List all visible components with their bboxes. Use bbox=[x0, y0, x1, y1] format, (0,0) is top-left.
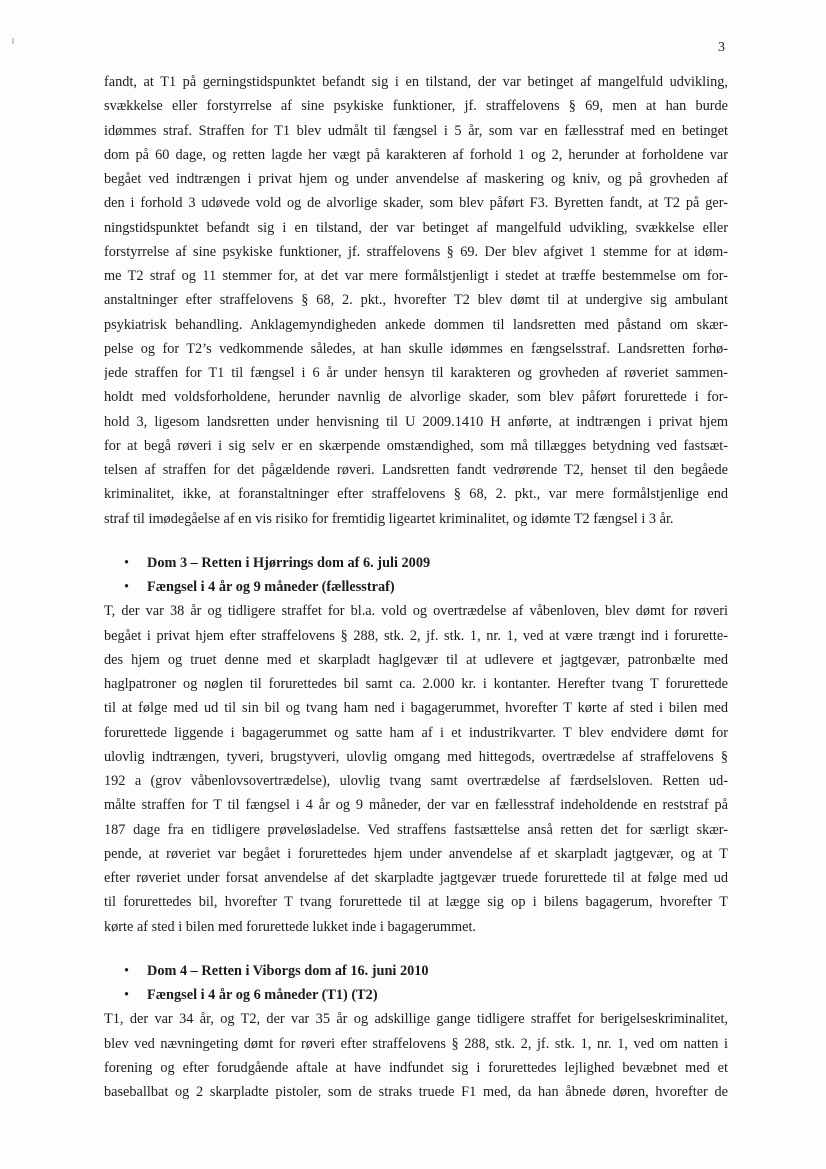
dom4-paragraph bbox=[104, 1007, 728, 1104]
dom4-penalty-bullet bbox=[104, 983, 728, 1007]
dom3-penalty-bullet bbox=[104, 575, 728, 599]
document-body bbox=[104, 70, 728, 1104]
text-line: forening og efter forudgående aftale at have indfundet sig i forurettedes lejlighed bevæbnet med et bbox=[104, 1059, 728, 1076]
text-line: baseballbat og 2 skarpladte pistoler, som de straks truede F1 med, da han åbnede døren, hvorefter de bbox=[104, 1084, 728, 1100]
text-line: ulovlig indtrængen, tyveri, brugstyveri, ulovlig omgang med hittegods, overtrædelse af straffelovens § bbox=[104, 748, 728, 765]
text-line: 187 dage fra en tidligere prøveløsladelse. Ved straffens fastsættelse anså retten det for særligt skær- bbox=[104, 821, 728, 838]
scan-artifact bbox=[12, 38, 14, 44]
text-line: den i forhold 3 udøvede vold og de alvorlige skader, som blev påført F3. Byretten fandt, at T2 på ger- bbox=[104, 195, 728, 212]
text-line: holdt med voldsforholdene, herunder navnlig de alvorlige skader, som blev påført forurettede i for- bbox=[104, 389, 728, 406]
text-line: anstaltninger efter straffelovens § 68, 2. pkt., hvorefter T2 blev dømt til at undergive sig ambulant bbox=[104, 292, 728, 309]
bullet-icon: • bbox=[124, 962, 130, 979]
paragraph-1 bbox=[104, 70, 728, 531]
dom3-paragraph bbox=[104, 599, 728, 939]
page-number: 3 bbox=[718, 40, 725, 55]
dom4-penalty: Fængsel i 4 år og 6 måneder (T1) (T2) bbox=[147, 987, 378, 1003]
dom4-heading-bullet bbox=[104, 959, 728, 983]
text-line: kørte af sted i bilen med forurettede lukket inde i bagagerummet. bbox=[104, 918, 476, 935]
text-line: forstyrrelse af sine psykiske funktioner, jf. straffelovens § 69. Der blev afgivet 1 stemme for at idøm- bbox=[104, 243, 728, 260]
text-line: straf til imødegåelse af en vis risiko for fremtidig ligeartet kriminalitet, og idømte T2 fængsel i 3 år. bbox=[104, 510, 674, 527]
text-line: T, der var 38 år og tidligere straffet for bl.a. vold og overtrædelse af våbenloven, blev dømt for røveri bbox=[104, 603, 728, 620]
text-line: blev ved nævningeting dømt for røveri efter straffelovens § 288, stk. 2, jf. stk. 1, nr. 1, ved om natten i bbox=[104, 1035, 728, 1052]
bullet-icon: • bbox=[124, 987, 130, 1003]
dom3-heading: Dom 3 – Retten i Hjørrings dom af 6. juli 2009 bbox=[147, 554, 431, 571]
text-line: haglpatroner og nøglen til forurettedes bil samt ca. 2.000 kr. i kontanter. Herefter tvang T forurettede bbox=[104, 676, 728, 692]
text-line: pelse og for T2’s vedkommende således, at han skulle idømmes en fængselsstraf. Landsretten forhø- bbox=[104, 340, 728, 357]
text-line: fandt, at T1 på gerningstidspunktet befandt sig i en tilstand, der var betinget af mangelfuld udvikling, bbox=[104, 74, 728, 90]
text-line: forurettede liggende i bagagerummet og satte ham af i et industrikvarter. T blev endvidere dømt for bbox=[104, 724, 728, 741]
text-line: efter røveriet under forsat anvendelse af det skarpladte jagtgevær truede forurettede til at følge med ud bbox=[104, 870, 728, 886]
text-line: til forurettedes bil, hvorefter T tvang forurettede til at lægge sig op i bilens bagagerum, hvorefter T bbox=[104, 894, 728, 911]
text-line: hold 3, ligesom landsretten under henvisning til U 2009.1410 H anførte, at indtrængen i privat hjem bbox=[104, 413, 728, 430]
text-line: målte straffen for T til fængsel i 4 år og 9 måneder, der var en fællesstraf indeholdende en reststraf på bbox=[104, 797, 728, 814]
text-line: jede straffen for T1 til fængsel i 6 år under hensyn til karakteren og grovheden af røveriet sammen- bbox=[104, 365, 728, 381]
text-line: dom på 60 dage, og retten lagde her vægt på karakteren af forhold 1 og 2, herunder at forholdene var bbox=[104, 146, 728, 163]
bullet-icon: • bbox=[124, 554, 130, 571]
text-line: ningstidspunktet befandt sig i en tilstand, der var betinget af mangelfuld udvikling, svækkelse eller bbox=[104, 219, 728, 236]
bullet-icon: • bbox=[124, 579, 130, 595]
text-line: 192 a (grov våbenlovsovertrædelse), ulovlig tvang samt overtrædelse af færdselsloven. Retten ud- bbox=[104, 773, 728, 789]
text-line: begået i privat hjem efter straffelovens § 288, stk. 2, jf. stk. 1, nr. 1, ved at være trængt ind i forurette- bbox=[104, 627, 728, 644]
text-line: svækkelse eller forstyrrelse af sine psykiske funktioner, jf. straffelovens § 69, men at han burde bbox=[104, 98, 728, 115]
text-line: kriminalitet, ikke, at foranstaltninger efter straffelovens § 68, 2. pkt., var mere formålstjenlige end bbox=[104, 486, 728, 503]
text-line: pende, at røveriet var begået i forurettedes hjem under anvendelse af et skarpladt jagtgevær, og at T bbox=[104, 845, 728, 862]
text-line: T1, der var 34 år, og T2, der var 35 år og adskillige gange tidligere straffet for berigelseskriminalitet, bbox=[104, 1011, 728, 1028]
dom4-heading: Dom 4 – Retten i Viborgs dom af 16. juni 2010 bbox=[147, 962, 429, 979]
text-line: des hjem og truet denne med et skarpladt haglgevær til at udlevere et jagtgevær, patronbælte med bbox=[104, 651, 728, 668]
text-line: for at begå røveri i sig selv er en skærpende omstændighed, som må tillægges betydning ved fastsæt- bbox=[104, 437, 728, 454]
text-line: begået ved indtrængen i privat hjem og under anvendelse af maskering og kniv, og på grovheden af bbox=[104, 171, 728, 187]
text-line: idømmes straf. Straffen for T1 blev udmålt til fængsel i 5 år, som var en fællesstraf med en betinget bbox=[104, 122, 728, 139]
text-line: psykiatrisk behandling. Anklagemyndigheden ankede dommen til landsretten med påstand om skær- bbox=[104, 316, 728, 333]
text-line: me T2 straf og 11 stemmer for, at det var mere formålstjenligt i stedet at træffe bestemmelse om for- bbox=[104, 268, 728, 284]
dom3-heading-bullet bbox=[104, 551, 728, 575]
text-line: telsen af straffen for det pågældende røveri. Landsretten fandt vedrørende T2, henset til den begåede bbox=[104, 462, 728, 478]
dom3-penalty: Fængsel i 4 år og 9 måneder (fællesstraf) bbox=[147, 579, 395, 595]
text-line: til at følge med ud til sin bil og tvang ham ned i bagagerummet, hvorefter T kørte af sted i bilen med bbox=[104, 700, 728, 717]
